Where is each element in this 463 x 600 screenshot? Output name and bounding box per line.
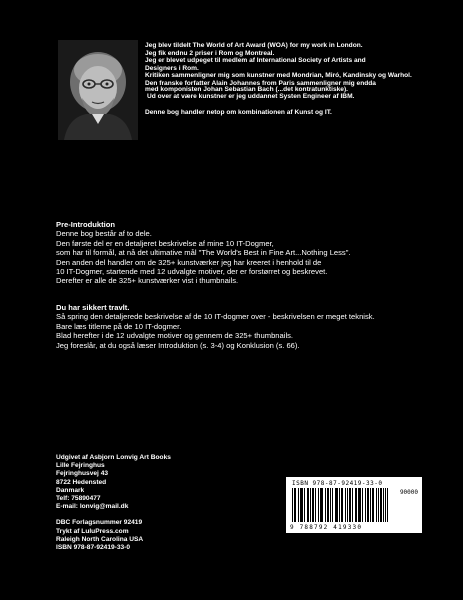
print-line: DBC Forlagsnummer 92419 (56, 519, 143, 527)
publisher-email: E-mail: lonvig@mail.dk (56, 503, 129, 511)
busy-reader-line: Så spring den detaljerede beskrivelse af de 10 IT-dogmer over - beskrivelsen er meget teknisk. (56, 312, 375, 322)
bio-line: Jeg fik endnu 2 priser i Rom og Montreal. (145, 49, 275, 57)
print-line: ISBN 978-87-92419-33-0 (56, 544, 131, 552)
author-portrait-image (58, 40, 138, 140)
pre-introduction-line: Derefter er alle de 325+ kunstværker vist i thumbnails. (56, 276, 239, 286)
pre-introduction-line: Den anden del handler om de 325+ kunstværker jeg har kreeret i henhold til de (56, 257, 322, 267)
bio-line: Designers i Rom. (145, 64, 199, 72)
publisher-line: Fejringhusvej 43 (56, 470, 109, 478)
busy-reader-line: Bare læs titlerne på de 10 IT-dogmer. (56, 321, 182, 331)
pre-introduction-line: som har til formål, at nå det ultimative mål "The World's Best in Fine Art...Nothing Less". (56, 248, 351, 258)
pre-introduction-line: 10 IT-Dogmer, startende med 12 udvalgte motiver, der er forstørret og beskrevet. (56, 267, 328, 277)
pre-introduction-heading: Pre-Introduktion (56, 220, 116, 229)
bio-line: Den franske forfatter Alain Johannes from Paris sammenligner mig endda (145, 79, 376, 87)
publisher-line: Udgivet af Asbjorn Lonvig Art Books (56, 454, 171, 461)
publisher-line: Telf: 75890477 (56, 495, 101, 503)
barcode-ean-digits: 9 788792 419330 (290, 524, 363, 531)
barcode-bars (292, 488, 388, 524)
print-line: Raleigh North Carolina USA (56, 535, 144, 543)
pre-introduction-section (56, 220, 456, 286)
pre-introduction-line: Den første del er en detaljeret beskrivelse af mine 10 IT-Dogmer, (56, 238, 274, 248)
publisher-line: Lille Fejringhus (56, 462, 105, 470)
barcode-price-code: 90000 (399, 489, 418, 496)
author-bio (145, 42, 450, 116)
print-line: Trykt af LuluPress.com (56, 527, 129, 535)
busy-reader-line: Jeg foreslår, at du også læser Introduktion (s. 3-4) og Konklusion (s. 66). (56, 340, 300, 350)
publisher-info (56, 454, 171, 552)
author-photo (58, 40, 138, 140)
barcode-isbn-label: ISBN 978-87-92419-33-0 (292, 480, 383, 487)
bio-summary: Denne bog handler netop om kombinationen af Kunst og IT. (145, 108, 332, 116)
pre-introduction-line: Denne bog består af to dele. (56, 229, 152, 239)
bio-line: med komponisten Johan Sebastian Bach (...det kontratunktiske). (145, 85, 348, 93)
bio-line: Jeg blev tildelt The World of Art Award (WOA) for my work in London. (145, 42, 363, 49)
isbn-barcode (286, 477, 422, 533)
bio-line: Ud over at være kunstner er jeg uddannet Systen Engineer af IBM. (147, 93, 355, 101)
publisher-line: 8722 Hedensted (56, 478, 107, 486)
busy-reader-line: Blad herefter i de 12 udvalgte motiver og gennem de 325+ thumbnails. (56, 331, 294, 341)
busy-reader-section (56, 303, 456, 350)
busy-reader-heading: Du har sikkert travlt. (56, 303, 130, 312)
bio-line: Jeg er blevet udpeget til medlem af International Society of Artists and (145, 57, 366, 65)
bio-line: Kritiken sammenligner mig som kunstner med Mondrian, Miró, Kandinsky og Warhol. (145, 72, 412, 80)
publisher-line: Danmark (56, 486, 85, 494)
